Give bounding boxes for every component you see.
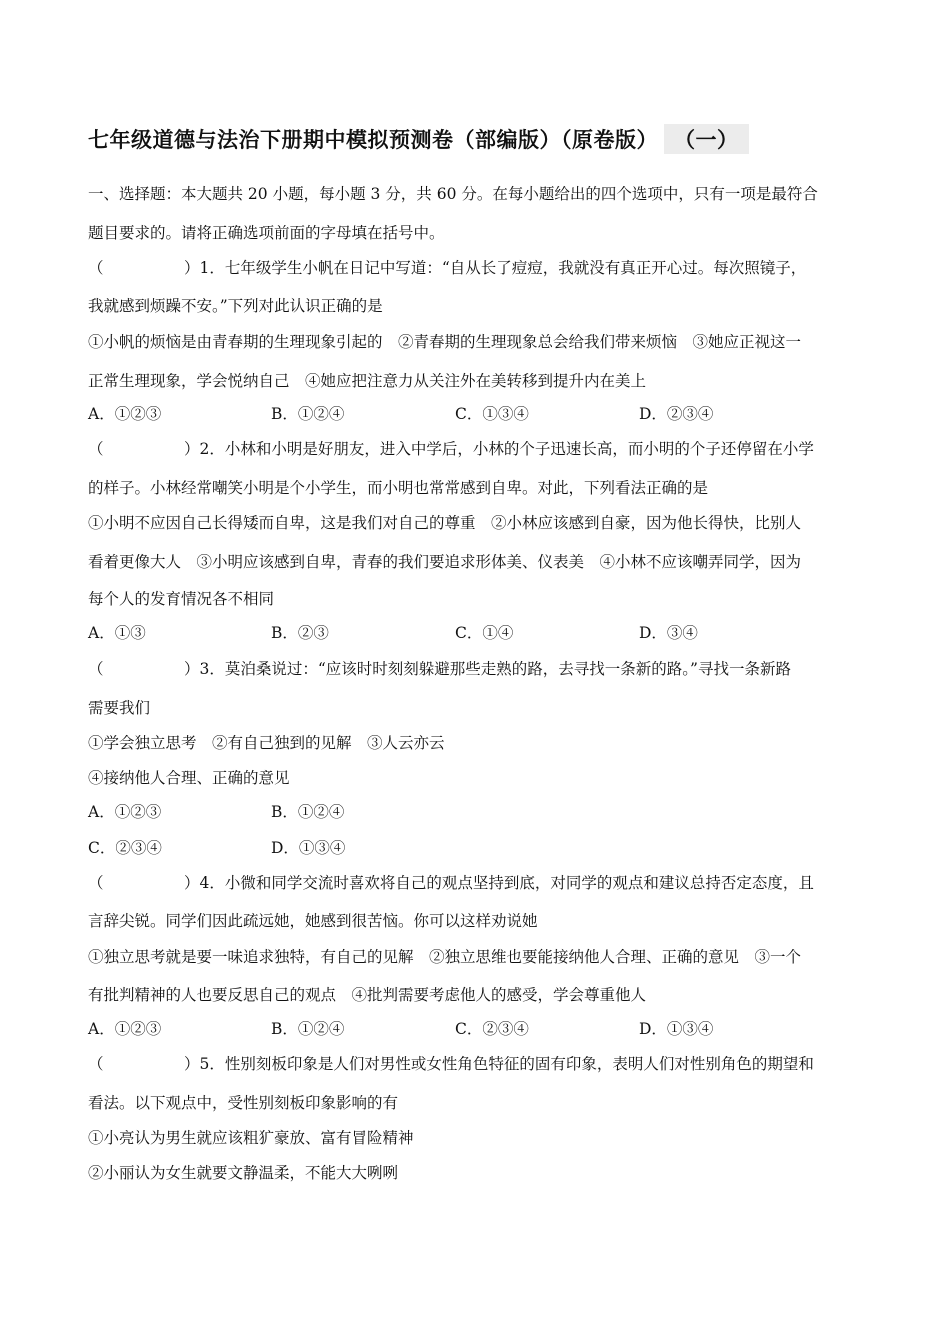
q3-option-b: B．①②④ xyxy=(271,803,345,821)
q3-option-c: C．②③④ xyxy=(88,839,162,857)
q2-statement-line-3: 每个人的发育情况各不相同 xyxy=(88,590,275,608)
q5-statement-line-1: ①小亮认为男生就应该粗犷豪放、富有冒险精神 xyxy=(88,1129,414,1147)
q4-option-d: D．①③④ xyxy=(639,1020,714,1038)
title-main: 七年级道德与法治下册期中模拟预测卷（部编版）（原卷版） xyxy=(88,128,658,152)
q2-statement-line-2: 看着更像大人 ③小明应该感到自卑，青春的我们要追求形体美、仪表美 ④小林不应该嘲弄同学，因为 xyxy=(88,553,802,571)
q1-option-c: C．①③④ xyxy=(455,405,529,423)
q2-option-d: D．③④ xyxy=(639,624,698,642)
q1-option-b: B．①②④ xyxy=(271,405,345,423)
q5-stem-line-1: （ ）5．性别刻板印象是人们对男性或女性角色特征的固有印象，表明人们对性别角色的期望和 xyxy=(88,1052,868,1074)
q1-option-a: A．①②③ xyxy=(88,405,162,423)
q1-option-d: D．②③④ xyxy=(639,405,714,423)
section-instructions-line-1: 一、选择题：本大题共 20 小题，每小题 3 分，共 60 分。在每小题给出的四个选项中，只有一项是最符合 xyxy=(88,185,818,203)
answer-paren[interactable]: （ xyxy=(88,440,104,458)
q3-statement-line-2: ④接纳他人合理、正确的意见 xyxy=(88,769,290,787)
q4-statement-line-1: ①独立思考就是要一味追求独特，有自己的见解 ②独立思维也要能接纳他人合理、正确的意见 ③一个 xyxy=(88,948,802,966)
q1-statement-line-1: ①小帆的烦恼是由青春期的生理现象引起的 ②青春期的生理现象总会给我们带来烦恼 ③她应正视这一 xyxy=(88,333,802,351)
q5-stem-line-2: 看法。以下观点中，受性别刻板印象影响的有 xyxy=(88,1094,399,1112)
q2-stem-line-2: 的样子。小林经常嘲笑小明是个小学生，而小明也常常感到自卑。对此，下列看法正确的是 xyxy=(88,479,709,497)
section-instructions-line-2: 题目要求的。请将正确选项前面的字母填在括号中。 xyxy=(88,224,445,242)
q4-option-b: B．①②④ xyxy=(271,1020,345,1038)
answer-paren[interactable]: （ xyxy=(88,1055,104,1073)
q4-stem-line-2: 言辞尖锐。同学们因此疏远她，她感到很苦恼。你可以这样劝说她 xyxy=(88,912,538,930)
answer-paren[interactable]: （ xyxy=(88,660,104,678)
q1-stem-line-2: 我就感到烦躁不安。”下列对此认识正确的是 xyxy=(88,297,383,315)
q2-stem-line-1: （ ）2．小林和小明是好朋友，进入中学后，小林的个子迅速长高，而小明的个子还停留在小学 xyxy=(88,437,868,459)
q4-option-a: A．①②③ xyxy=(88,1020,162,1038)
q5-statement-line-2: ②小丽认为女生就要文静温柔，不能大大咧咧 xyxy=(88,1164,399,1182)
answer-paren[interactable]: （ xyxy=(88,259,104,277)
q2-option-a: A．①③ xyxy=(88,624,146,642)
q3-statement-line-1: ①学会独立思考 ②有自己独到的见解 ③人云亦云 xyxy=(88,734,445,752)
q4-option-c: C．②③④ xyxy=(455,1020,529,1038)
q4-stem-line-1: （ ）4．小微和同学交流时喜欢将自己的观点坚持到底，对同学的观点和建议总持否定态度，且 xyxy=(88,871,868,893)
q2-statement-line-1: ①小明不应因自己长得矮而自卑，这是我们对自己的尊重 ②小林应该感到自豪，因为他长得快，比别人 xyxy=(88,514,802,532)
q1-stem-line-1: （ ）1．七年级学生小帆在日记中写道：“自从长了痘痘，我就没有真正开心过。每次照镜子， xyxy=(88,256,868,278)
q3-stem-line-2: 需要我们 xyxy=(88,699,151,717)
q2-option-c: C．①④ xyxy=(455,624,514,642)
q3-option-d: D．①③④ xyxy=(271,839,346,857)
q3-option-a: A．①②③ xyxy=(88,803,162,821)
q3-stem-line-1: （ ）3．莫泊桑说过：“应该时时刻刻躲避那些走熟的路，去寻找一条新的路。”寻找一条新路 xyxy=(88,657,868,679)
q1-statement-line-2: 正常生理现象，学会悦纳自己 ④她应把注意力从关注外在美转移到提升内在美上 xyxy=(88,372,647,390)
q4-statement-line-2: 有批判精神的人也要反思自己的观点 ④批判需要考虑他人的感受，学会尊重他人 xyxy=(88,986,647,1004)
q2-option-b: B．②③ xyxy=(271,624,329,642)
title-badge: （一） xyxy=(664,124,749,154)
page-title xyxy=(88,124,749,154)
answer-paren[interactable]: （ xyxy=(88,874,104,892)
